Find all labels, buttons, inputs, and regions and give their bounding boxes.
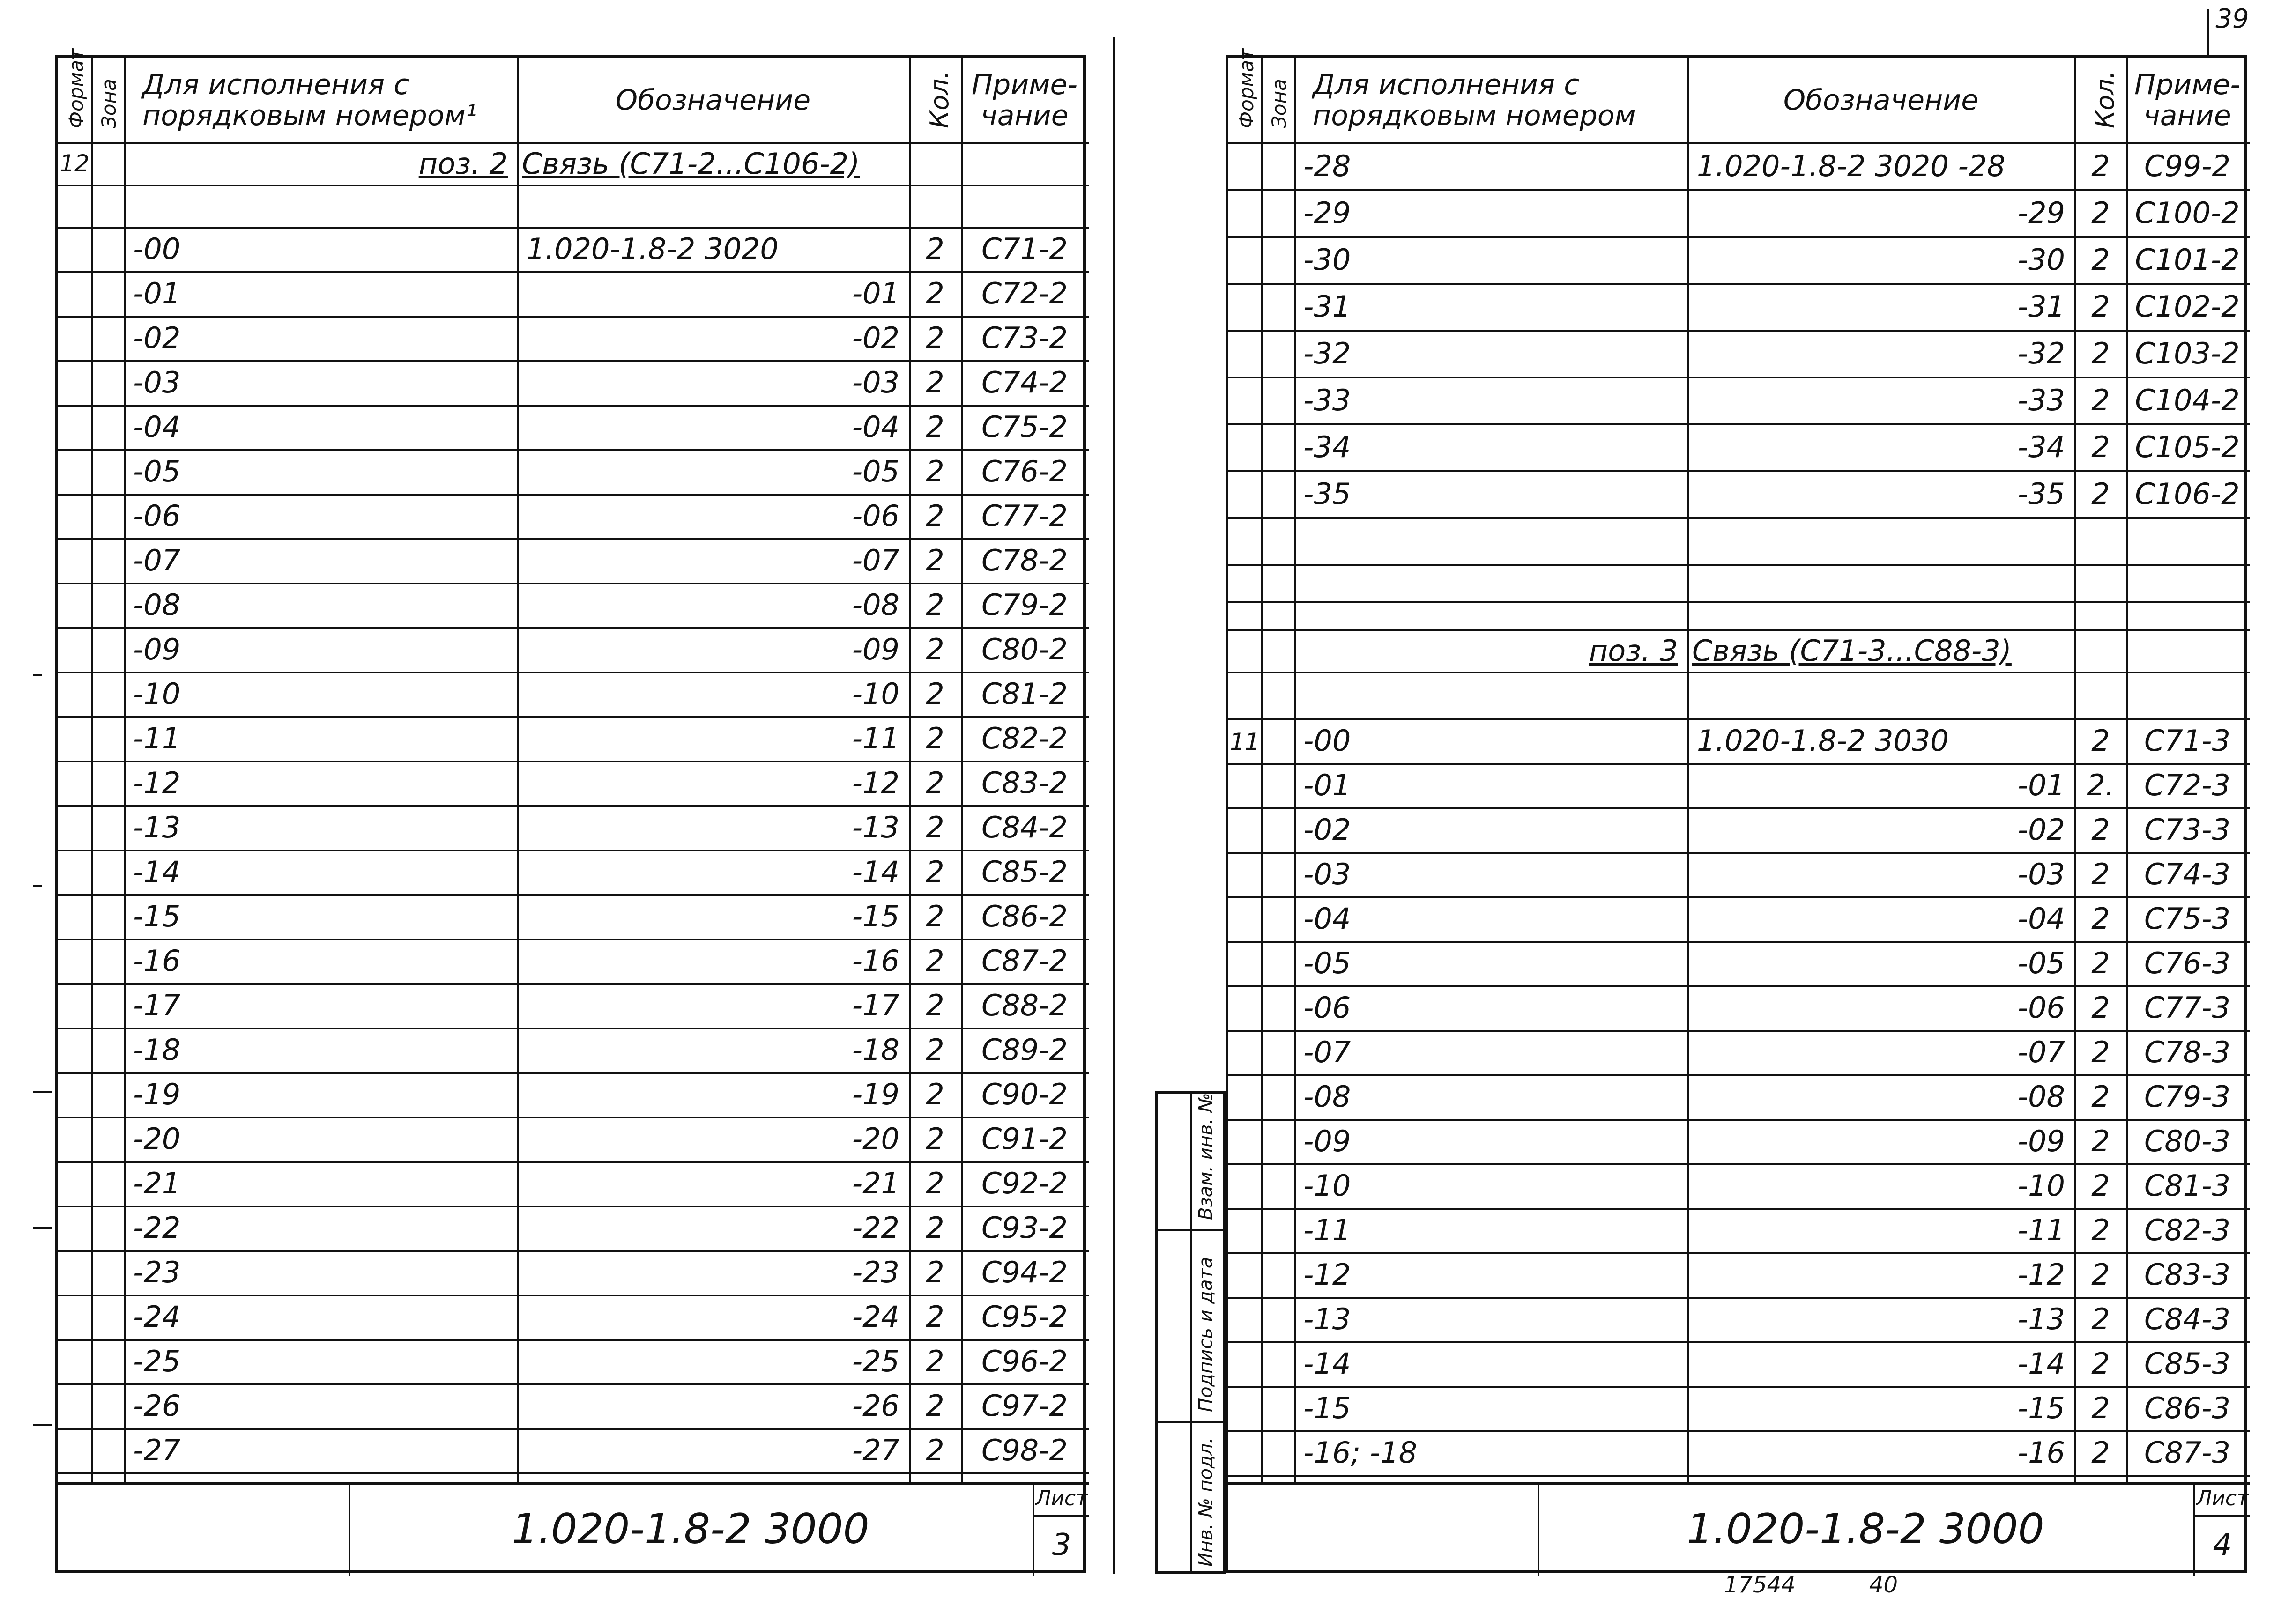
note-cell: С105-2 — [2135, 429, 2240, 464]
qty-cell: 2 — [2091, 1346, 2110, 1381]
note-cell: С104-2 — [2135, 383, 2240, 417]
variant-cell: -16; -18 — [1303, 1435, 1418, 1470]
designation-cell: -07 — [852, 543, 899, 577]
note-cell: С84-2 — [981, 810, 1068, 844]
designation-cell: -19 — [852, 1077, 899, 1111]
note-cell: С91-2 — [981, 1122, 1068, 1156]
variant-cell: -30 — [1303, 242, 1351, 277]
qty-cell: 2 — [926, 543, 944, 577]
variant-cell: -14 — [1303, 1346, 1351, 1381]
variant-cell: -02 — [1303, 813, 1351, 847]
designation-cell: -24 — [852, 1300, 899, 1334]
right-header-format: Формат — [1235, 48, 1258, 128]
note-cell: С97-2 — [981, 1389, 1068, 1423]
designation-cell: -11 — [2017, 1213, 2065, 1247]
right-section-pos: поз. 3 — [1589, 633, 1678, 668]
note-cell: С87-2 — [981, 944, 1068, 978]
variant-cell: -08 — [1303, 1080, 1351, 1114]
designation-cell: 1.020-1.8-2 3020 — [527, 232, 779, 266]
qty-cell: 2 — [926, 1300, 944, 1334]
qty-cell: 2 — [2091, 857, 2110, 891]
note-cell: С90-2 — [981, 1077, 1068, 1111]
qty-cell: 2 — [2091, 1302, 2110, 1336]
variant-cell: -03 — [133, 365, 181, 400]
note-cell: С83-3 — [2144, 1258, 2230, 1292]
stamp-signature-date: Подпись и дата — [1195, 1257, 1217, 1412]
note-cell: С99-2 — [2144, 148, 2230, 183]
qty-cell: 2 — [926, 988, 944, 1022]
designation-cell: -01 — [2017, 768, 2065, 802]
note-cell: С73-3 — [2144, 813, 2230, 847]
variant-cell: -13 — [1303, 1302, 1351, 1336]
designation-cell: -23 — [852, 1255, 899, 1289]
designation-cell: -06 — [2017, 991, 2065, 1025]
note-cell: С102-2 — [2135, 289, 2240, 324]
left-sheet-no: 3 — [1052, 1528, 1071, 1562]
qty-cell: 2 — [926, 1166, 944, 1200]
qty-cell: 2 — [926, 677, 944, 711]
qty-cell: 2 — [926, 588, 944, 622]
footer-inv-number: 17544 — [1724, 1572, 1796, 1598]
left-title-code: 1.020-1.8-2 3000 — [512, 1504, 869, 1553]
designation-cell: -25 — [852, 1344, 899, 1378]
note-cell: С84-3 — [2144, 1302, 2230, 1336]
variant-cell: -32 — [1303, 336, 1351, 370]
variant-cell: -15 — [1303, 1391, 1351, 1425]
left-header-designation: Обозначение — [615, 84, 811, 117]
qty-cell: 2 — [926, 365, 944, 400]
variant-cell: -09 — [133, 632, 181, 666]
variant-cell: -17 — [133, 988, 181, 1022]
qty-cell: 2 — [2091, 148, 2110, 183]
note-cell: С92-2 — [981, 1166, 1068, 1200]
designation-cell: -27 — [852, 1433, 899, 1467]
qty-cell: 2 — [2091, 902, 2110, 936]
variant-cell: -06 — [133, 499, 181, 533]
variant-cell: -26 — [133, 1389, 181, 1423]
qty-cell: 2 — [926, 944, 944, 978]
qty-cell: 2 — [2091, 1258, 2110, 1292]
note-cell: С100-2 — [2135, 195, 2240, 230]
qty-cell: 2 — [2091, 242, 2110, 277]
variant-cell: -27 — [133, 1433, 181, 1467]
designation-cell: -18 — [852, 1033, 899, 1067]
left-header-zone: Зона — [97, 79, 120, 128]
qty-cell: 2 — [926, 499, 944, 533]
designation-cell: -10 — [852, 677, 899, 711]
qty-cell: 2 — [2091, 991, 2110, 1025]
qty-cell: 2 — [2091, 813, 2110, 847]
note-cell: С80-3 — [2144, 1124, 2230, 1158]
qty-cell: 2 — [926, 855, 944, 889]
variant-cell: -05 — [1303, 946, 1351, 980]
left-section-pos: поз. 2 — [418, 146, 508, 181]
qty-cell: 2 — [2091, 1035, 2110, 1069]
note-cell: С88-2 — [981, 988, 1068, 1022]
note-cell: С93-2 — [981, 1211, 1068, 1245]
right-header-note: Приме-чание — [2134, 68, 2241, 132]
note-cell: С106-2 — [2135, 476, 2240, 511]
variant-cell: -05 — [133, 454, 181, 488]
variant-cell: -07 — [1303, 1035, 1351, 1069]
stamp-original-inv: Инв. № подл. — [1195, 1437, 1217, 1567]
designation-cell: -33 — [2017, 383, 2065, 417]
right-sheet-no: 4 — [2213, 1528, 2232, 1562]
variant-cell: -22 — [133, 1211, 181, 1245]
designation-cell: -11 — [852, 721, 899, 755]
variant-cell: -11 — [133, 721, 181, 755]
qty-cell: 2 — [926, 410, 944, 444]
qty-cell: 2 — [2091, 383, 2110, 417]
designation-cell: -08 — [2017, 1080, 2065, 1114]
right-sheet — [1226, 48, 2249, 1573]
designation-cell: -14 — [852, 855, 899, 889]
designation-cell: 1.020-1.8-2 3030 — [1697, 724, 1949, 758]
qty-cell: 2 — [2091, 1213, 2110, 1247]
designation-cell: -21 — [852, 1166, 899, 1200]
variant-cell: -25 — [133, 1344, 181, 1378]
note-cell: С85-2 — [981, 855, 1068, 889]
note-cell: С79-2 — [981, 588, 1068, 622]
variant-cell: -04 — [1303, 902, 1351, 936]
qty-cell: 2 — [2091, 289, 2110, 324]
note-cell: С86-2 — [981, 899, 1068, 933]
left-sheet — [55, 48, 1088, 1573]
designation-cell: -02 — [852, 321, 899, 355]
note-cell: С71-2 — [981, 232, 1068, 266]
designation-cell: -14 — [2017, 1346, 2065, 1381]
designation-cell: -15 — [852, 899, 899, 933]
variant-cell: -13 — [133, 810, 181, 844]
designation-cell: -16 — [852, 944, 899, 978]
note-cell: С78-2 — [981, 543, 1068, 577]
qty-cell: 2 — [926, 810, 944, 844]
variant-cell: -07 — [133, 543, 181, 577]
left-sheet-label: Лист — [1035, 1486, 1088, 1510]
qty-cell: 2 — [2091, 1124, 2110, 1158]
qty-cell: 2 — [926, 232, 944, 266]
note-cell: С71-3 — [2144, 724, 2230, 758]
variant-cell: -16 — [133, 944, 181, 978]
note-cell: С76-2 — [981, 454, 1068, 488]
note-cell: С73-2 — [981, 321, 1068, 355]
footer-page-number: 40 — [1869, 1572, 1898, 1598]
left-section-name: Связь (С71-2...С106-2) — [522, 146, 860, 181]
designation-cell: -16 — [2017, 1435, 2065, 1470]
qty-cell: 2 — [926, 1033, 944, 1067]
note-cell: С82-2 — [981, 721, 1068, 755]
designation-cell: -03 — [852, 365, 899, 400]
designation-cell: -26 — [852, 1389, 899, 1423]
variant-cell: -02 — [133, 321, 181, 355]
designation-cell: -04 — [2017, 902, 2065, 936]
note-cell: С76-3 — [2144, 946, 2230, 980]
page-corner-number: 39 — [2215, 3, 2249, 34]
qty-cell: 2 — [926, 1077, 944, 1111]
qty-cell: 2 — [2091, 429, 2110, 464]
qty-cell: 2 — [926, 1344, 944, 1378]
qty-cell: 2 — [926, 766, 944, 800]
qty-cell: 2 — [2091, 1080, 2110, 1114]
designation-cell: -20 — [852, 1122, 899, 1156]
variant-cell: -35 — [1303, 476, 1351, 511]
variant-cell: -24 — [133, 1300, 181, 1334]
note-cell: С75-2 — [981, 410, 1068, 444]
right-zone-mark: 11 — [1230, 728, 1260, 755]
left-header-note: Приме-чание — [971, 68, 1078, 132]
right-header-designation: Обозначение — [1783, 84, 1979, 117]
note-cell: С89-2 — [981, 1033, 1068, 1067]
variant-cell: -09 — [1303, 1124, 1351, 1158]
variant-cell: -10 — [1303, 1169, 1351, 1203]
note-cell: С85-3 — [2144, 1346, 2230, 1381]
designation-cell: -03 — [2017, 857, 2065, 891]
note-cell: С80-2 — [981, 632, 1068, 666]
qty-cell: 2 — [2091, 195, 2110, 230]
note-cell: С98-2 — [981, 1433, 1068, 1467]
note-cell: С72-3 — [2144, 768, 2230, 802]
variant-cell: -23 — [133, 1255, 181, 1289]
variant-cell: -15 — [133, 899, 181, 933]
designation-cell: -31 — [2017, 289, 2065, 324]
side-stamp — [1155, 1091, 1226, 1574]
left-header-format: Формат — [65, 48, 88, 128]
variant-cell: -33 — [1303, 383, 1351, 417]
designation-cell: -22 — [852, 1211, 899, 1245]
note-cell: С79-3 — [2144, 1080, 2230, 1114]
note-cell: С82-3 — [2144, 1213, 2230, 1247]
note-cell: С87-3 — [2144, 1435, 2230, 1470]
note-cell: С77-2 — [981, 499, 1068, 533]
designation-cell: -13 — [852, 810, 899, 844]
designation-cell: -02 — [2017, 813, 2065, 847]
variant-cell: -03 — [1303, 857, 1351, 891]
right-header-variant: Для исполнения с порядковым номером — [1313, 68, 1636, 132]
variant-cell: -08 — [133, 588, 181, 622]
note-cell: С81-3 — [2144, 1169, 2230, 1203]
note-cell: С83-2 — [981, 766, 1068, 800]
qty-cell: 2 — [926, 1211, 944, 1245]
left-header-qty: Кол. — [925, 70, 954, 128]
note-cell: С96-2 — [981, 1344, 1068, 1378]
variant-cell: -04 — [133, 410, 181, 444]
qty-cell: 2 — [2091, 724, 2110, 758]
designation-cell: -12 — [2017, 1258, 2065, 1292]
designation-cell: -08 — [852, 588, 899, 622]
qty-cell: 2 — [2091, 1391, 2110, 1425]
note-cell: С86-3 — [2144, 1391, 2230, 1425]
qty-cell: 2 — [926, 1122, 944, 1156]
variant-cell: -12 — [1303, 1258, 1351, 1292]
note-cell: С103-2 — [2135, 336, 2240, 370]
right-header-zone: Зона — [1268, 79, 1291, 128]
right-title-code: 1.020-1.8-2 3000 — [1687, 1504, 2044, 1553]
note-cell: С74-2 — [981, 365, 1068, 400]
right-header-qty: Кол. — [2090, 70, 2120, 128]
left-zone-mark: 12 — [59, 150, 89, 177]
designation-cell: -05 — [2017, 946, 2065, 980]
qty-cell: 2 — [926, 1255, 944, 1289]
note-cell: С74-3 — [2144, 857, 2230, 891]
designation-cell: -10 — [2017, 1169, 2065, 1203]
variant-cell: -01 — [1303, 768, 1351, 802]
note-cell: С72-2 — [981, 276, 1068, 311]
note-cell: С101-2 — [2135, 242, 2240, 277]
qty-cell: 2 — [926, 1433, 944, 1467]
qty-cell: 2 — [926, 721, 944, 755]
designation-cell: -04 — [852, 410, 899, 444]
variant-cell: -11 — [1303, 1213, 1351, 1247]
variant-cell: -10 — [133, 677, 181, 711]
qty-cell: 2 — [926, 321, 944, 355]
note-cell: С95-2 — [981, 1300, 1068, 1334]
note-cell: С75-3 — [2144, 902, 2230, 936]
designation-cell: -30 — [2017, 242, 2065, 277]
variant-cell: -20 — [133, 1122, 181, 1156]
right-sheet-label: Лист — [2196, 1486, 2249, 1510]
designation-cell: -34 — [2017, 429, 2065, 464]
variant-cell: -00 — [133, 232, 181, 266]
variant-cell: -29 — [1303, 195, 1351, 230]
note-cell: С78-3 — [2144, 1035, 2230, 1069]
variant-cell: -21 — [133, 1166, 181, 1200]
qty-cell: 2 — [926, 1389, 944, 1423]
designation-cell: -09 — [2017, 1124, 2065, 1158]
variant-cell: -19 — [133, 1077, 181, 1111]
designation-cell: -32 — [2017, 336, 2065, 370]
designation-cell: -09 — [852, 632, 899, 666]
designation-cell: -29 — [2017, 195, 2065, 230]
stamp-replace-inv: Взам. инв. № — [1195, 1093, 1217, 1220]
designation-cell: -13 — [2017, 1302, 2065, 1336]
designation-cell: -15 — [2017, 1391, 2065, 1425]
designation-cell: 1.020-1.8-2 3020 -28 — [1697, 148, 2006, 183]
qty-cell: 2 — [926, 276, 944, 311]
note-cell: С94-2 — [981, 1255, 1068, 1289]
variant-cell: -01 — [133, 276, 181, 311]
designation-cell: -06 — [852, 499, 899, 533]
right-section-name: Связь (С71-3...С88-3) — [1692, 633, 2012, 668]
qty-cell: 2 — [2091, 946, 2110, 980]
qty-cell: 2 — [926, 632, 944, 666]
variant-cell: -18 — [133, 1033, 181, 1067]
qty-cell: 2 — [926, 899, 944, 933]
designation-cell: -35 — [2017, 476, 2065, 511]
variant-cell: -34 — [1303, 429, 1351, 464]
variant-cell: -31 — [1303, 289, 1351, 324]
qty-cell: 2 — [2091, 476, 2110, 511]
variant-cell: -14 — [133, 855, 181, 889]
qty-cell: 2 — [2091, 1169, 2110, 1203]
designation-cell: -12 — [852, 766, 899, 800]
qty-cell: 2 — [2091, 1435, 2110, 1470]
note-cell: С81-2 — [981, 677, 1068, 711]
qty-cell: 2 — [2091, 336, 2110, 370]
variant-cell: -00 — [1303, 724, 1351, 758]
variant-cell: -06 — [1303, 991, 1351, 1025]
note-cell: С77-3 — [2144, 991, 2230, 1025]
designation-cell: -05 — [852, 454, 899, 488]
variant-cell: -28 — [1303, 148, 1351, 183]
left-header-variant: Для исполнения с порядковым номером¹ — [142, 68, 477, 132]
qty-cell: 2 — [926, 454, 944, 488]
designation-cell: -07 — [2017, 1035, 2065, 1069]
variant-cell: -12 — [133, 766, 181, 800]
designation-cell: -01 — [852, 276, 899, 311]
designation-cell: -17 — [852, 988, 899, 1022]
qty-cell: 2. — [2087, 768, 2115, 802]
